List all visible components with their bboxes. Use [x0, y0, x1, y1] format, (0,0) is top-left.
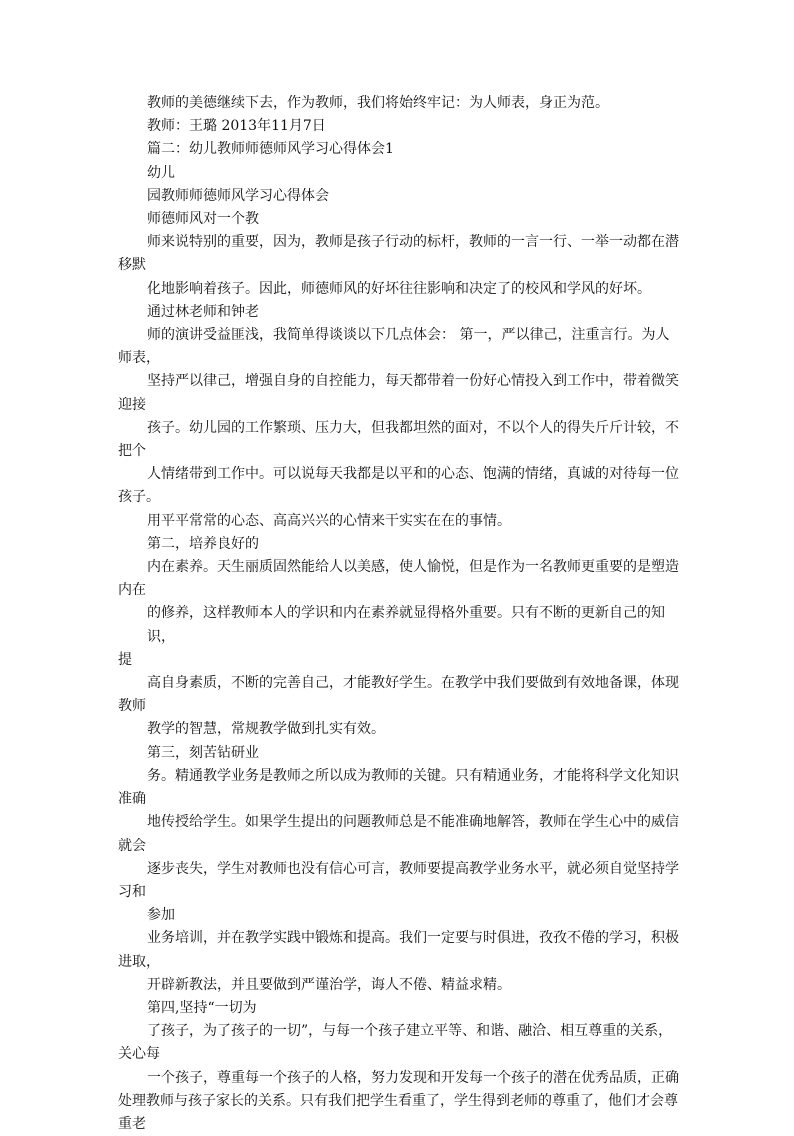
text-line: 孩子。 — [118, 489, 160, 506]
text-line: 了孩子，为了孩子的一切”，与每一个孩子建立平等、和谐、融洽、相互尊重的关系， — [147, 1023, 673, 1040]
text-line: 高自身素质，不断的完善自己，才能教好学生。在教学中我们要做到有效地备课，体现 — [147, 675, 679, 692]
text-line: 一个孩子，尊重每一个孩子的人格，努力发现和开发每一个孩子的潜在优秀品质，正确 — [147, 1069, 679, 1086]
document-body — [118, 92, 688, 1136]
text-line: 参加 — [147, 907, 175, 924]
text-line: 教师 — [118, 698, 146, 715]
text-line: 把个 — [118, 443, 146, 460]
text-line: 师表， — [118, 350, 160, 367]
text-line: 习和 — [118, 883, 146, 900]
text-line: 准确 — [118, 791, 146, 808]
text-line: 化地影响着孩子。因此，师德师风的好坏往往影响和决定了的校风和学风的好坏。 — [147, 280, 651, 297]
text-line: 处理教师与孩子家长的关系。只有我们把学生看重了，学生得到老师的尊重了，他们才会尊 — [118, 1092, 678, 1109]
text-line: 的修养，这样教师本人的学识和内在素养就显得格外重要。只有不断的更新自己的知识， — [147, 605, 665, 645]
text-line: 提 — [118, 651, 132, 668]
text-line: 就会 — [118, 837, 146, 854]
text-line: 内在 — [118, 582, 146, 599]
text-line: 孩子。幼儿园的工作繁琐、压力大，但我都坦然的面对，不以个人的得失斤斤计较，不 — [147, 419, 679, 436]
text-line: 教师：王璐 2013年11月7日 — [147, 118, 326, 135]
text-line: 师的演讲受益匪浅，我简单得谈谈以下几点体会： 第一，严以律己，注重言行。为人 — [147, 327, 670, 344]
text-line: 内在素养。天生丽质固然能给人以美感，使人愉悦，但是作为一名教师更重要的是塑造 — [147, 559, 679, 576]
text-line: 逐步丧失，学生对教师也没有信心可言，教师要提高教学业务水平，就必须自觉坚持学 — [147, 860, 679, 877]
text-line: 业务培训，并在教学实践中锻炼和提高。我们一定要与时俱进，孜孜不倦的学习，积极 — [147, 930, 679, 947]
text-line: 第二，培养良好的 — [147, 535, 259, 552]
text-line: 通过林老师和钟老 — [147, 303, 259, 320]
text-line: 幼儿 — [147, 164, 175, 181]
text-line: 迎接 — [118, 396, 146, 413]
text-line: 坚持严以律己，增强自身的自控能力，每天都带着一份好心情投入到工作中，带着微笑 — [147, 373, 679, 390]
text-line: 人情绪带到工作中。可以说每天我都是以平和的心态、饱满的情绪，真诚的对待每一位 — [147, 466, 679, 483]
text-line: 师德师风对一个教 — [147, 211, 259, 228]
text-line: 务。精通教学业务是教师之所以成为教师的关键。只有精通业务，才能将科学文化知识 — [147, 767, 679, 784]
text-line: 进取， — [118, 953, 160, 970]
text-line: 教师的美德继续下去，作为教师，我们将始终牢记：为人师表，身正为范。 — [147, 95, 609, 111]
text-line: 园教师师德师风学习心得体会 — [147, 187, 329, 204]
text-line: 重老 — [118, 1115, 146, 1132]
text-line: 关心每 — [118, 1046, 160, 1063]
text-line: 用平平常常的心态、高高兴兴的心情来干实实在在的事情。 — [147, 512, 511, 529]
text-line: 师来说特别的重要，因为，教师是孩子行动的标杆，教师的一言一行、一举一动都在潜 — [147, 234, 679, 251]
text-line: 第四,坚持“一切为 — [147, 999, 257, 1016]
text-line: 篇二：幼儿教师师德师风学习心得体会1 — [147, 141, 394, 158]
text-line: 教学的智慧，常规教学做到扎实有效。 — [147, 721, 385, 738]
text-line: 移默 — [118, 257, 146, 274]
text-line: 第三，刻苦钻研业 — [147, 744, 259, 761]
text-line: 地传授给学生。如果学生提出的问题教师总是不能准确地解答，教师在学生心中的威信 — [147, 814, 679, 831]
text-line: 开辟新教法，并且要做到严谨治学，诲人不倦、精益求精。 — [147, 976, 511, 993]
